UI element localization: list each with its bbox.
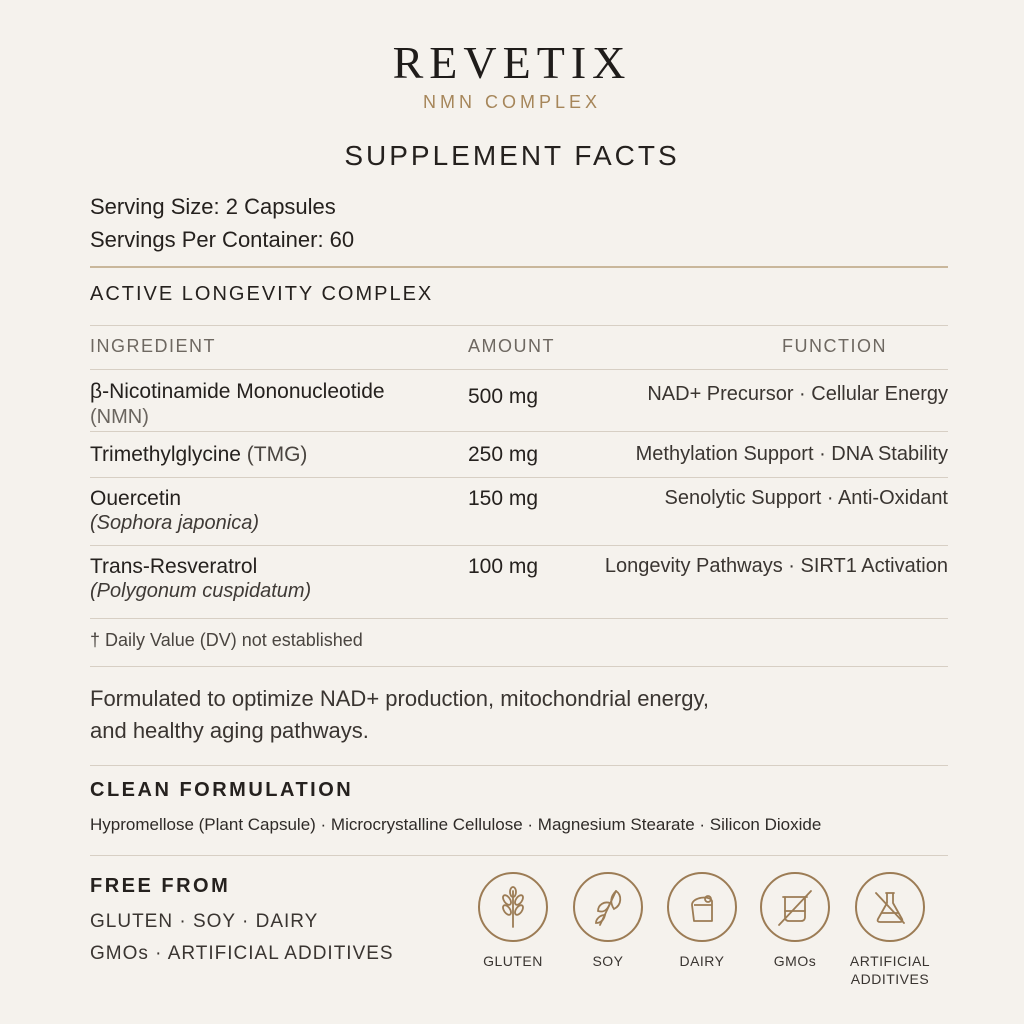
milk-carton-icon <box>667 872 737 942</box>
ingredient-function: Senolytic Support · Anti-Oxidant <box>664 487 948 509</box>
brand-name: REVETIX <box>392 37 632 88</box>
ingredient-abbrev: (TMG) <box>246 443 308 466</box>
badge-label: SOY <box>592 953 624 969</box>
clean-formulation-title: CLEAN FORMULATION <box>90 779 354 801</box>
ingredient-amount: 100 mg <box>468 555 539 578</box>
column-header-amount: AMOUNT <box>468 336 555 356</box>
product-name: NMN COMPLEX <box>422 92 601 112</box>
badge-dairy-free <box>657 872 747 970</box>
ingredient-function: NAD+ Precursor · Cellular Energy <box>647 383 948 405</box>
free-from-line: GMOs · ARTIFICIAL ADDITIVES <box>90 943 394 964</box>
divider <box>90 618 948 619</box>
description-line: and healthy aging pathways. <box>90 718 369 743</box>
excipients-list: Hypromellose (Plant Capsule) · Microcrystalline Cellulose · Magnesium Stearate · Silicon Dioxide <box>90 815 822 834</box>
ingredient-name <box>90 443 307 467</box>
badge-label-line: ADDITIVES <box>850 971 930 987</box>
ingredient-function: Longevity Pathways · SIRT1 Activation <box>604 555 948 577</box>
divider <box>90 369 948 370</box>
complex-title: ACTIVE LONGEVITY COMPLEX <box>90 283 434 305</box>
description-line: Formulated to optimize NAD+ production, mitochondrial energy, <box>90 686 709 711</box>
ingredient-source: (Sophora japonica) <box>90 512 259 534</box>
badge-gluten-free <box>468 872 558 970</box>
badge-label: DAIRY <box>679 953 725 969</box>
ingredient-source: (Polygonum cuspidatum) <box>90 580 312 602</box>
badge-gmo-free <box>750 872 840 970</box>
badge-soy-free <box>563 872 653 970</box>
divider <box>90 855 948 856</box>
gmo-beaker-crossed-icon <box>760 872 830 942</box>
divider <box>90 477 948 478</box>
ingredient-amount: 500 mg <box>468 385 539 408</box>
flask-crossed-icon <box>855 872 925 942</box>
ingredient-name-text: Trimethylglycine <box>90 443 241 466</box>
badge-label-line: ARTIFICIAL <box>849 953 931 969</box>
divider <box>90 266 948 268</box>
column-header-ingredient: INGREDIENT <box>90 336 217 356</box>
servings-per-container: Servings Per Container: 60 <box>90 227 355 252</box>
column-header-function: FUNCTION <box>782 336 887 356</box>
badge-label <box>845 952 935 988</box>
divider <box>90 325 948 326</box>
serving-size: Serving Size: 2 Capsules <box>90 194 336 219</box>
wheat-icon <box>478 872 548 942</box>
ingredient-amount: 250 mg <box>468 443 539 466</box>
soy-leaf-icon <box>573 872 643 942</box>
divider <box>90 545 948 546</box>
divider <box>90 431 948 432</box>
divider <box>90 765 948 766</box>
ingredient-name: β-Nicotinamide Mononucleotide <box>90 380 385 403</box>
ingredient-name: Trans-Resveratrol <box>90 555 258 578</box>
ingredient-amount: 150 mg <box>468 487 539 510</box>
supplement-facts-title: SUPPLEMENT FACTS <box>344 140 680 171</box>
ingredient-name: Ouercetin <box>90 487 182 510</box>
free-from-line: GLUTEN · SOY · DAIRY <box>90 911 319 932</box>
daily-value-note: † Daily Value (DV) not established <box>90 630 363 650</box>
badge-label: GLUTEN <box>483 953 543 969</box>
free-from-title: FREE FROM <box>90 875 231 897</box>
ingredient-function: Methylation Support · DNA Stability <box>635 443 948 465</box>
badge-artificial-additives-free <box>845 872 935 988</box>
divider <box>90 666 948 667</box>
badge-label: GMOs <box>773 953 817 969</box>
ingredient-abbrev: (NMN) <box>90 406 149 428</box>
